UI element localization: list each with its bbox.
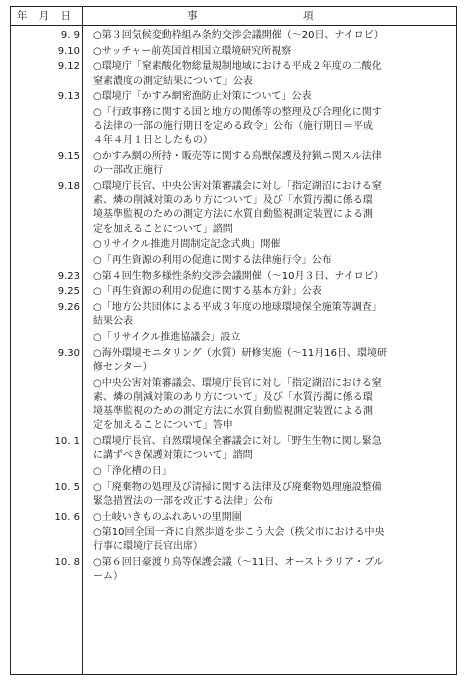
entry-date: 10. 5 xyxy=(54,481,80,493)
entry-date: 9.25 xyxy=(57,286,80,298)
chronology-table-body xyxy=(10,29,457,586)
entry-date: 10. 1 xyxy=(54,435,80,447)
table-row xyxy=(10,556,457,584)
table-row xyxy=(10,238,457,252)
entry-text: ○かすみ網の所持・販売等に関する鳥獣保護及狩猟ニ関スル法律 の一部改正施行 xyxy=(93,151,382,177)
entry-date: 9.15 xyxy=(57,151,80,163)
entry-date: 9.12 xyxy=(57,61,80,73)
table-row xyxy=(10,29,457,43)
entry-date: 9.23 xyxy=(57,270,80,282)
table-row xyxy=(10,377,457,434)
entry-text: ○第10回全国一斉に自然歩道を歩こう大会（秩父市における中央 行事に環境庁長官出席） xyxy=(93,527,385,553)
table-header xyxy=(10,6,457,26)
entry-text: ○環境庁長官、自然環境保全審議会に対し「野生生物に関し緊急 に講ずべき保護対策について」諮問 xyxy=(93,435,382,462)
table-row xyxy=(10,270,457,284)
table-row xyxy=(10,481,457,509)
table-row xyxy=(10,331,457,345)
table-row xyxy=(10,347,457,375)
entry-date: 9.26 xyxy=(57,302,80,314)
table-row xyxy=(10,301,457,329)
entry-text: ○「行政事務に関する国と地方の関係等の整理及び合理化に関す る法律の一部の施行期日を定める政令」公布（施行期日＝平成 ４年４月１日としたもの） xyxy=(93,107,382,147)
entry-text: ○第３回気候変動枠組み条約交渉会議開催（～20日、ナイロビ） xyxy=(93,30,384,41)
entry-text: ○環境庁「かすみ網密漁防止対策について」公表 xyxy=(93,91,312,103)
table-row xyxy=(10,106,457,149)
table-row xyxy=(10,285,457,299)
event-column-header-part-2: 項 xyxy=(303,10,314,22)
entry-text: ○リサイクル推進月間制定記念式典」開催 xyxy=(93,239,281,251)
entry-text: ○第４回生物多様性条約交渉会議開催（～10月３日、ナイロビ） xyxy=(93,270,384,282)
date-column-header: 年 月 日 xyxy=(16,10,76,22)
table-row xyxy=(10,150,457,178)
entry-date: 9.30 xyxy=(57,347,80,359)
entry-text: ○「再生資源の利用の促進に関する法律施行令」公布 xyxy=(93,255,332,267)
entry-date: 10. 8 xyxy=(54,557,80,569)
entry-text: ○サッチャー前英国首相国立環境研究所視察 xyxy=(93,45,292,57)
entry-text: ○海外環境モニタリング（水質）研修実施（～11月16日、環境研 修センター） xyxy=(93,347,387,373)
entry-date: 9.13 xyxy=(57,91,80,103)
table-row xyxy=(10,60,457,88)
entry-text: ○環境庁「窒素酸化物総量規制地域における平成２年度の二酸化 窒素濃度の測定結果について」公表 xyxy=(93,61,382,87)
entry-text: ○「リサイクル推進協議会」設立 xyxy=(93,332,241,344)
entry-text: ○「浄化槽の日」 xyxy=(93,465,172,477)
entry-date: 9. 9 xyxy=(60,30,80,41)
table-row xyxy=(10,526,457,554)
table-row xyxy=(10,45,457,59)
entry-text: ○土岐いきものふれあいの里開園 xyxy=(93,511,242,523)
entry-text: ○環境庁長官、中央公害対策審議会に対し「指定湖沼における窒 素、燐の削減対策のあり方について」及び「水質汚濁に係る環 境基準監視のための測定方法に水質自動監視測定装置による測 定を加えることについて」諮問 xyxy=(93,181,382,235)
entry-text: ○第６回日豪渡り鳥等保護会議（～11日、オーストラリア・ブル ーム） xyxy=(93,557,384,583)
entry-text: ○「廃棄物の処理及び清掃に関する法律及び廃棄物処理施設整備 緊急措置法の一部を改正する法律」公布 xyxy=(93,481,382,507)
table-row xyxy=(10,511,457,525)
table-row xyxy=(10,90,457,104)
entry-date: 9.18 xyxy=(57,181,80,193)
entry-text: ○中央公害対策審議会、環境庁長官に対し「指定湖沼における窒 素、燐の削減対策のあり方について」及び「水質汚濁に係る環 境基準監視のための測定方法に水質自動監視測定装置による測 定を加えることについて」答申 xyxy=(93,377,382,432)
table-row xyxy=(10,465,457,479)
table-row xyxy=(10,435,457,463)
table-row xyxy=(10,254,457,268)
entry-text: ○「再生資源の利用の促進に関する基本方針」公表 xyxy=(93,286,322,298)
entry-date: 10. 6 xyxy=(54,511,80,523)
table-row xyxy=(10,180,457,237)
entry-date: 9.10 xyxy=(57,45,80,57)
event-column-header-part-1: 事 xyxy=(187,10,198,22)
entry-text: ○「地方公共団体による平成３年度の地球環境保全施策等調査」 結果公表 xyxy=(93,302,382,328)
